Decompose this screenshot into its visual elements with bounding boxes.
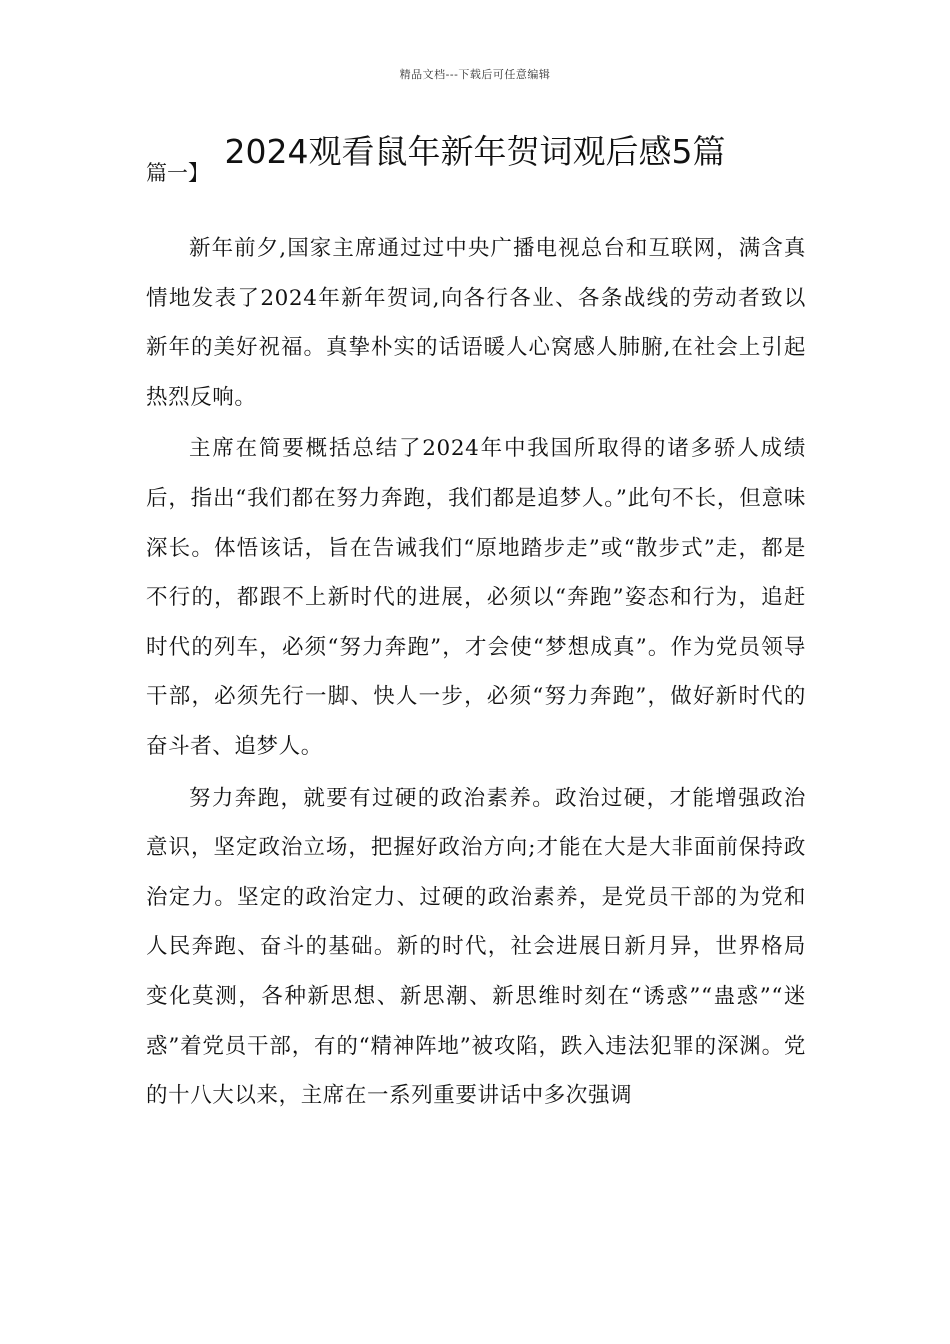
paragraph: 努力奔跑，就要有过硬的政治素养。政治过硬，才能增强政治意识，坚定政治立场，把握好政治方向;才能在大是大非面前保持政治定力。坚定的政治定力、过硬的政治素养，是党员干部的为党和人民奔跑、奋斗的基础。新的时代，社会进展日新月异，世界格局变化莫测，各种新思想、新思潮、新思维时刻在“诱惑”“蛊惑”“迷惑”着党员干部，有的“精神阵地”被攻陷，跌入违法犯罪的深渊。党的十八大以来，主席在一系列重要讲话中多次强调 bbox=[146, 785, 806, 1109]
document-title: 2024观看鼠年新年贺词观后感5篇 bbox=[224, 132, 726, 171]
paragraph: 新年前夕,国家主席通过过中央广播电视总台和互联网，满含真情地发表了2024年新年贺词,向各行各业、各条战线的劳动者致以新年的美好祝福。真挚朴实的话语暖人心窝感人肺腑,在社会上引起热烈反响。 bbox=[146, 236, 806, 410]
header-note: 精品文档---下载后可任意编辑 bbox=[399, 68, 551, 81]
section-label: 篇一】 bbox=[146, 161, 209, 185]
document-body bbox=[146, 224, 806, 1123]
paragraph: 主席在简要概括总结了2024年中我国所取得的诸多骄人成绩后，指出“我们都在努力奔跑，我们都是追梦人。”此句不长，但意味深长。体悟该话，旨在告诫我们“原地踏步走”或“散步式”走，都是不行的，都跟不上新时代的进展，必须以“奔跑”姿态和行为，追赶时代的列车，必须“努力奔跑”，才会使“梦想成真”。作为党员领导干部，必须先行一脚、快人一步，必须“努力奔跑”，做好新时代的奋斗者、追梦人。 bbox=[146, 436, 806, 759]
